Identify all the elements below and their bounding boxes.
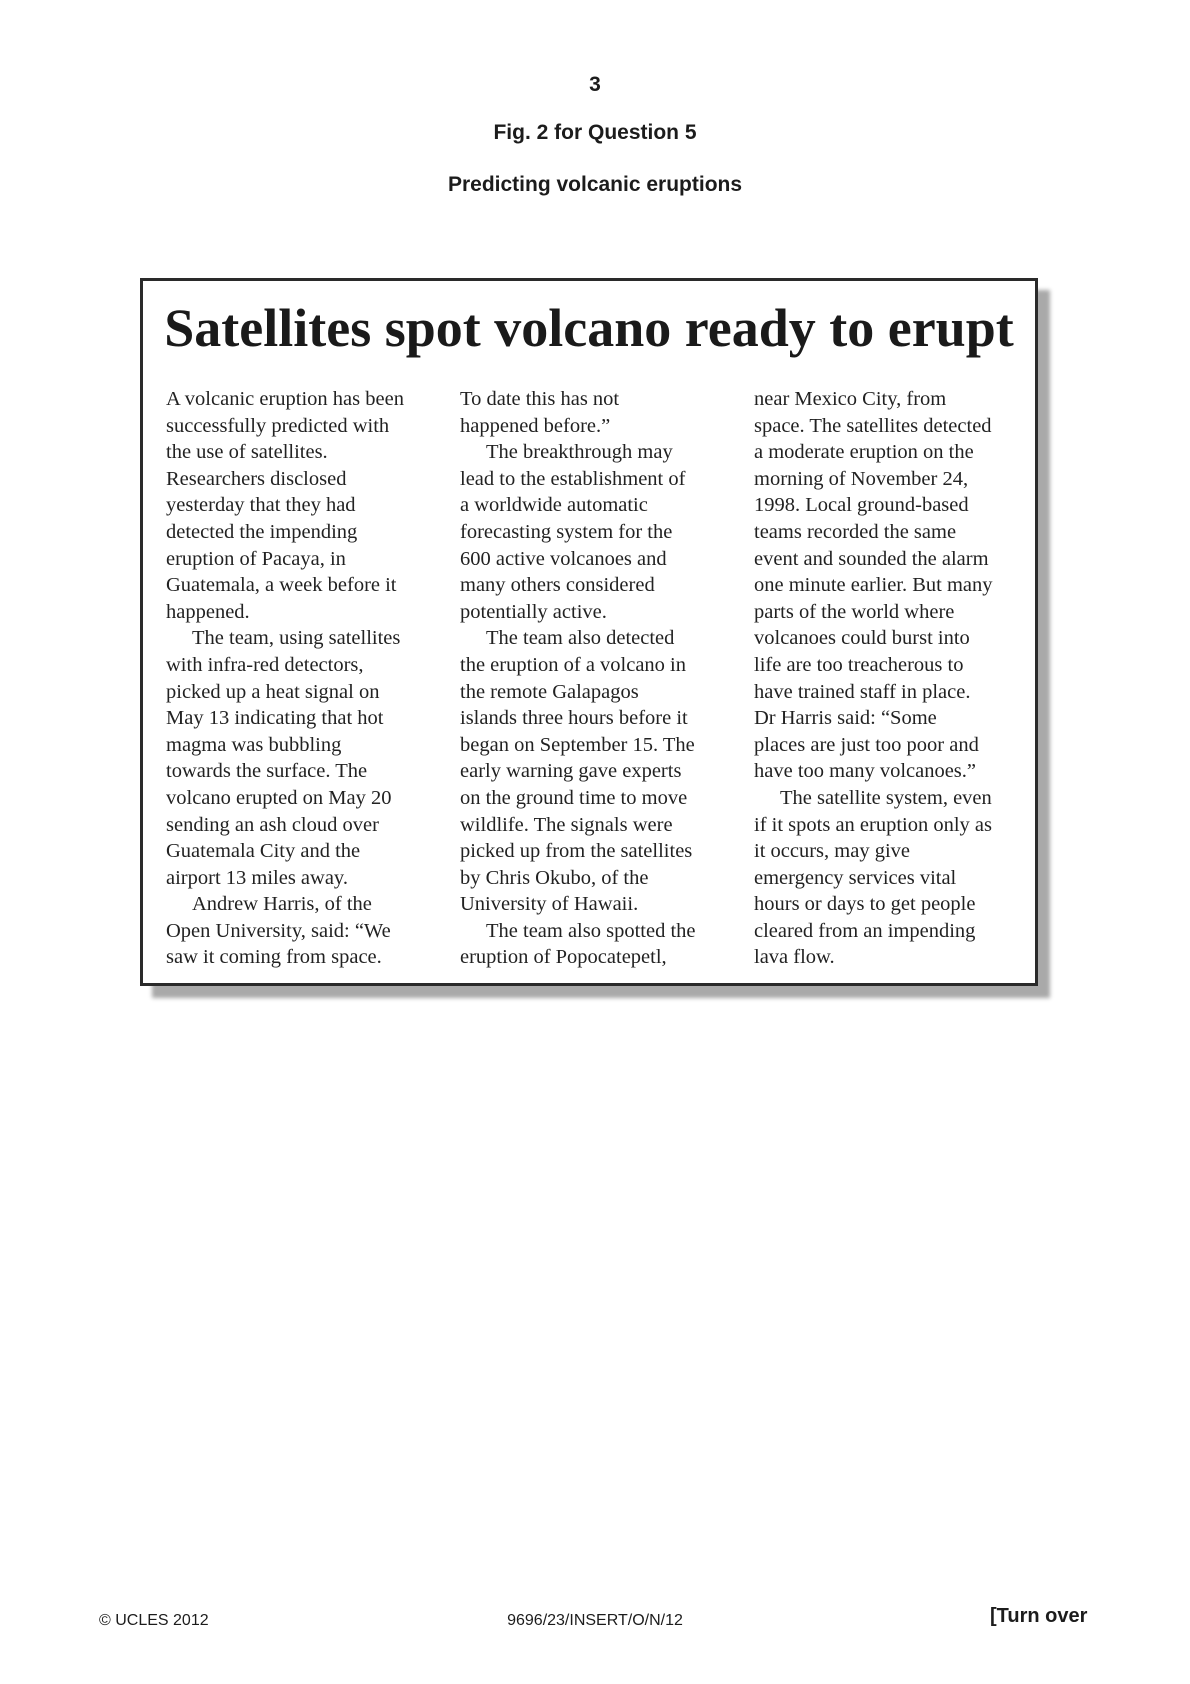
article-text-line: The team also spotted the (486, 919, 696, 942)
article-text-line: by Chris Okubo, of the (460, 866, 649, 889)
article-text-line: on the ground time to move (460, 786, 688, 809)
article-text-line: happened. (166, 600, 250, 623)
article-text-line: volcanoes could burst into (754, 627, 970, 650)
article-text-line: towards the surface. The (166, 760, 368, 783)
article-text-line: Guatemala City and the (166, 840, 361, 863)
article-text-line: the remote Galapagos (460, 680, 639, 703)
article-text-line: have too many volcanoes.” (754, 760, 977, 783)
article-text-line: hours or days to get people (754, 893, 976, 916)
article-text-line: volcano erupted on May 20 (166, 786, 392, 809)
article-text-line: places are just too poor and (754, 733, 979, 756)
article-text-line: began on September 15. The (460, 733, 695, 756)
article-text-line: a worldwide automatic (460, 494, 648, 517)
article-text-line: The breakthrough may (486, 441, 673, 464)
figure-title: Predicting volcanic eruptions (447, 173, 743, 196)
article-text-line: one minute earlier. But many (754, 574, 993, 597)
article-text-line: have trained staff in place. (754, 680, 971, 703)
article-text-line: Guatemala, a week before it (166, 574, 397, 597)
article-text-line: Open University, said: “We (166, 919, 391, 942)
article-text-line: Researchers disclosed (166, 467, 347, 490)
article-text-line: many others considered (460, 574, 655, 597)
article-text-line: Dr Harris said: “Some (754, 707, 937, 730)
article-text-line: University of Hawaii. (460, 893, 639, 916)
article-text-line: it occurs, may give (754, 840, 910, 863)
article-text-line: teams recorded the same (754, 520, 957, 543)
figure-caption: Fig. 2 for Question 5 (493, 121, 697, 144)
article-text-line: early warning gave experts (460, 760, 682, 783)
article-text-line: eruption of Popocatepetl, (460, 946, 667, 969)
article-text-line: The team also detected (486, 627, 675, 650)
article-text-line: the eruption of a volcano in (460, 653, 687, 676)
article-text-line: A volcanic eruption has been (166, 388, 404, 410)
article-text-line: The team, using satellites (192, 627, 401, 650)
article-text-line: parts of the world where (754, 600, 955, 623)
document-reference: 9696/23/INSERT/O/N/12 (507, 1612, 683, 1629)
article-text-line: forecasting system for the (460, 520, 673, 543)
article-text-line: detected the impending (166, 520, 358, 543)
article-text-line: with infra-red detectors, (166, 653, 364, 676)
article-text-line: wildlife. The signals were (460, 813, 673, 836)
article-text-line: eruption of Pacaya, in (166, 547, 346, 570)
article-column-3 (754, 386, 1030, 971)
article-text-line: space. The satellites detected (754, 414, 992, 437)
newspaper-article (140, 278, 1038, 986)
article-text-line: magma was bubbling (166, 733, 342, 756)
copyright-notice: © UCLES 2012 (99, 1612, 209, 1629)
article-text-line: Andrew Harris, of the (192, 893, 372, 916)
article-column-1 (166, 386, 442, 971)
article-text-line: saw it coming from space. (166, 946, 382, 969)
article-text-line: 1998. Local ground-based (754, 494, 969, 517)
article-text-line: May 13 indicating that hot (166, 707, 384, 730)
article-text-line: happened before.” (460, 414, 611, 437)
article-text-line: potentially active. (460, 600, 607, 623)
article-text-line: picked up from the satellites (460, 840, 693, 863)
article-text-line: To date this has not (460, 388, 620, 410)
article-text-line: 600 active volcanoes and (460, 547, 667, 570)
article-text-line: a moderate eruption on the (754, 441, 974, 464)
article-text-line: airport 13 miles away. (166, 866, 348, 889)
article-text-line: sending an ash cloud over (166, 813, 379, 836)
article-text-line: islands three hours before it (460, 707, 688, 730)
article-text-line: cleared from an impending (754, 919, 976, 942)
article-columns (166, 386, 1016, 969)
article-text-line: lead to the establishment of (460, 467, 686, 490)
article-text-line: the use of satellites. (166, 441, 328, 464)
article-text-line: emergency services vital (754, 866, 957, 889)
page-number: 3 (589, 73, 601, 96)
article-text-line: The satellite system, even (780, 786, 992, 809)
article-column-2 (460, 386, 736, 971)
turn-over-label: [Turn over (990, 1605, 1088, 1627)
article-text-line: near Mexico City, from (754, 388, 947, 410)
article-text-line: if it spots an eruption only as (754, 813, 993, 836)
article-text-line: picked up a heat signal on (166, 680, 380, 703)
article-text-line: lava flow. (754, 946, 835, 969)
article-text-line: life are too treacherous to (754, 653, 964, 676)
article-text-line: morning of November 24, (754, 467, 969, 490)
article-text-line: successfully predicted with (166, 414, 390, 437)
article-text-line: yesterday that they had (166, 494, 356, 517)
article-text-line: event and sounded the alarm (754, 547, 989, 570)
article-headline: Satellites spot volcano ready to erupt (164, 298, 1014, 358)
